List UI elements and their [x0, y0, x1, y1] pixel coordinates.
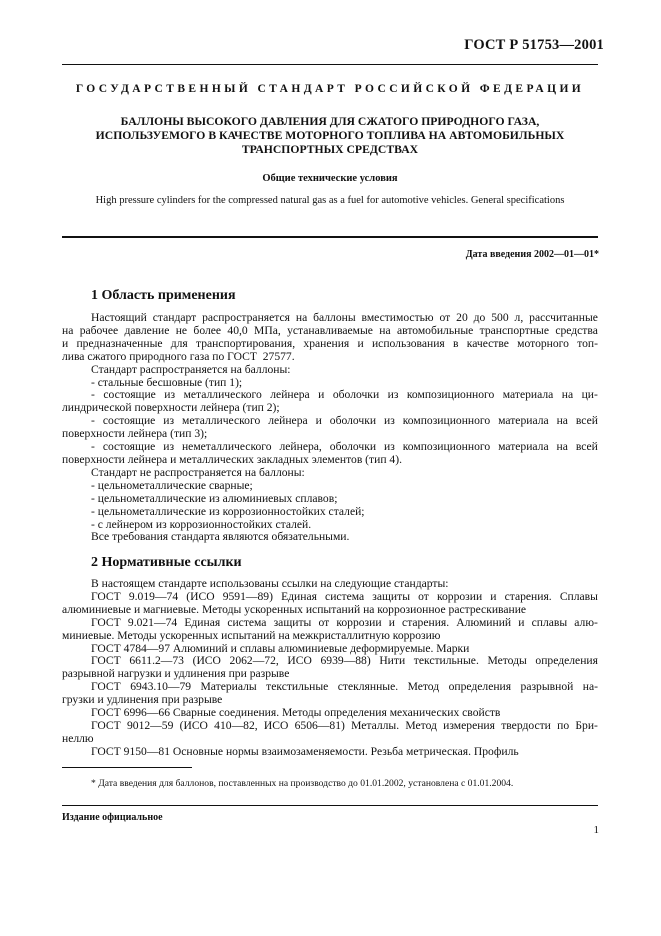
word: средства	[555, 323, 598, 337]
word: коррозии	[436, 589, 483, 603]
word: на	[62, 323, 74, 337]
word: старения.	[402, 615, 450, 629]
word: и	[62, 336, 69, 350]
word: состоящие	[102, 414, 156, 428]
document-code: ГОСТ Р 51753—2001	[464, 37, 604, 53]
word: качестве	[466, 336, 509, 350]
text-line: разрывной нагрузки и удлинения при разрыве	[62, 667, 290, 681]
word: 20	[456, 311, 468, 324]
word: в	[453, 336, 459, 350]
word: 9.021—74	[127, 615, 178, 629]
word: всей	[575, 414, 598, 428]
word: распространяется	[202, 311, 290, 324]
text-line: Стандарт не распространяется на баллоны:	[91, 465, 305, 479]
word: автомобильные	[397, 323, 474, 337]
text-line: - цельнометаллические из коррозионностойких сталей;	[91, 504, 365, 518]
word: транспортирования,	[196, 336, 296, 350]
word: состоящие	[103, 388, 156, 402]
word: неметаллического	[181, 440, 272, 454]
word: моторного	[517, 336, 569, 350]
text-line	[62, 312, 598, 325]
word: ГОСТ	[91, 718, 121, 732]
word: защиты	[273, 615, 312, 629]
word: коррозии	[336, 615, 382, 629]
word: ИСО	[287, 654, 312, 668]
page-number: 1	[593, 824, 599, 836]
word: Нити	[379, 654, 406, 668]
title-line: БАЛЛОНЫ ВЫСОКОГО ДАВЛЕНИЯ ДЛЯ СЖАТОГО ПРИРОДНОГО ГАЗА,	[120, 115, 540, 128]
word: -	[91, 414, 95, 428]
intro-date: Дата введения 2002—01—01*	[465, 249, 599, 260]
word: текстильные	[266, 680, 329, 694]
word: 6939—88)	[320, 654, 371, 668]
section-1-heading: 1 Область применения	[91, 288, 236, 303]
word: текстильные.	[413, 654, 479, 668]
word: 6611.2—73	[129, 654, 184, 668]
text-line: миниевые. Методы ускоренных испытаний на межкристаллитную коррозию	[62, 628, 441, 642]
word: МПа,	[254, 323, 281, 337]
word: Метод	[405, 718, 437, 732]
word: от	[318, 615, 330, 629]
word: ци-	[581, 388, 598, 402]
text-line: линдрической поверхности лейнера (тип 2);	[62, 401, 280, 415]
text-line: поверхности лейнера (тип 3);	[62, 427, 208, 441]
text-line	[62, 720, 598, 733]
word: сплавы	[531, 615, 568, 629]
text-line: - стальные бесшовные (тип 1);	[91, 375, 243, 389]
main-title	[62, 115, 598, 157]
word: ГОСТ	[91, 654, 121, 668]
word: композиционного	[402, 440, 491, 454]
word: по	[557, 718, 570, 732]
text-line: Стандарт распространяется на баллоны:	[91, 362, 291, 376]
text-line: В настоящем стандарте использованы ссылки на следующие стандарты:	[91, 577, 449, 590]
word: (ИСО	[192, 654, 221, 668]
word: композиционного	[402, 414, 491, 428]
edition-label: Издание официальное	[62, 812, 163, 823]
word: на	[556, 440, 568, 454]
word: рассчитанные	[529, 311, 598, 324]
text-line	[62, 338, 598, 351]
word: композиционного	[406, 388, 495, 402]
word: Методы	[487, 654, 527, 668]
word: не	[175, 323, 188, 337]
word: система	[227, 615, 267, 629]
word: оболочки	[329, 440, 377, 454]
word: (ИСО	[186, 589, 215, 603]
word: лейнера	[268, 414, 308, 428]
top-rule	[62, 64, 598, 65]
word: 6506—81)	[294, 718, 345, 732]
word: 9.019—74	[128, 589, 179, 603]
english-title: High pressure cylinders for the compressed natural gas as a fuel for automotive vehicles. General specifications	[95, 195, 565, 206]
word: на	[561, 388, 574, 402]
word: Металлы.	[351, 718, 400, 732]
footer-rule	[62, 805, 598, 806]
word: транспортные	[479, 323, 549, 337]
word: из	[387, 388, 399, 402]
text-line: ГОСТ 9150—81 Основные нормы взаимозаменяемости. Резьба метрическая. Профиль	[91, 744, 519, 758]
word: Алюминий	[456, 615, 512, 629]
word: (ИСО	[179, 718, 208, 732]
word: 500	[491, 311, 509, 324]
word: давление	[124, 323, 170, 337]
word: ГОСТ	[91, 680, 121, 694]
text-line: - цельнометаллические сварные;	[91, 478, 253, 492]
word: на	[295, 311, 308, 324]
text-line: ГОСТ 6996—66 Сварные соединения. Методы определения механических свойств	[91, 706, 501, 720]
word: Единая	[184, 615, 221, 629]
word: использования	[371, 336, 445, 350]
section-1-body	[62, 312, 598, 544]
word: л,	[514, 311, 524, 324]
word: 2062—72,	[229, 654, 279, 668]
word: лейнера,	[279, 440, 322, 454]
word: старения.	[504, 589, 552, 603]
word: ИСО	[263, 718, 289, 732]
word: стандарт	[152, 311, 197, 324]
text-line: алюминиевые и магниевые. Методы ускоренных испытаний на коррозионное растрескивание	[62, 602, 527, 616]
text-line	[62, 617, 598, 630]
word: 6943.10—79	[130, 680, 192, 694]
section-2-heading: 2 Нормативные ссылки	[91, 555, 242, 570]
word: более	[193, 323, 222, 337]
word: и	[518, 615, 525, 629]
word: оболочки	[332, 388, 380, 402]
text-line: ГОСТ 4784—97 Алюминий и сплавы алюминиевые деформируемые. Марки	[91, 641, 470, 655]
word: измерения	[443, 718, 495, 732]
word: рабочее	[79, 323, 119, 337]
word: Настоящий	[91, 311, 147, 324]
title-line: ТРАНСПОРТНЫХ СРЕДСТВАХ	[241, 143, 419, 156]
word: металлического	[182, 414, 261, 428]
word: баллоны	[313, 311, 356, 324]
word: материала	[498, 440, 549, 454]
text-line	[62, 591, 598, 604]
word: 9012—59	[126, 718, 174, 732]
title-rule	[62, 236, 598, 238]
word: твердости	[501, 718, 551, 732]
word: от	[418, 589, 429, 603]
text-line: лива сжатого природного газа по ГОСТ 27577.	[62, 349, 295, 363]
word: из	[163, 440, 175, 454]
word: из	[384, 414, 395, 428]
word: 9591—89)	[222, 589, 273, 603]
word: Сплавы	[559, 589, 598, 603]
word: из	[164, 388, 176, 402]
word: Единая	[281, 589, 317, 603]
word: от	[439, 311, 451, 324]
text-line: Все требования стандарта являются обязательными.	[91, 530, 350, 544]
word: на	[379, 323, 391, 337]
word: Метод	[407, 680, 440, 694]
text-line: грузки и удлинения при разрыве	[62, 693, 223, 707]
word: лейнера	[270, 388, 310, 402]
text-line: поверхности лейнера и металлических закладных элементов (тип 4).	[62, 452, 402, 466]
word: 40,0	[227, 323, 248, 337]
word: состоящие	[102, 440, 156, 454]
word: на-	[582, 680, 598, 694]
word: -	[91, 388, 95, 402]
word: металлического	[183, 388, 262, 402]
word: определения	[448, 680, 512, 694]
word: материала	[502, 388, 554, 402]
word: для	[170, 336, 188, 350]
word: -	[91, 440, 95, 454]
footnote: * Дата введения для баллонов, поставленных на производство до 01.01.2002, установлена с 01.01.2004.	[91, 778, 514, 789]
text-line: - с лейнером из коррозионностойких сталей.	[91, 517, 312, 531]
word: на	[556, 414, 568, 428]
word: из	[163, 414, 175, 428]
word: материала	[498, 414, 549, 428]
word: стеклянные.	[337, 680, 399, 694]
text-line: - цельнометаллические из алюминиевых сплавов;	[91, 491, 338, 505]
word: алю-	[574, 615, 598, 629]
word: до	[473, 311, 486, 324]
word: и	[357, 336, 364, 350]
word: 410—82,	[214, 718, 258, 732]
word: ГОСТ	[91, 589, 121, 603]
word: оболочки	[329, 414, 377, 428]
text-line	[62, 325, 598, 338]
word: система	[325, 589, 365, 603]
word: из	[384, 440, 395, 454]
word: вместимостью	[361, 311, 434, 324]
word: защиты	[372, 589, 410, 603]
title-line: ИСПОЛЬЗУЕМОГО В КАЧЕСТВЕ МОТОРНОГО ТОПЛИВА НА АВТОМОБИЛЬНЫХ	[95, 129, 565, 142]
word: и	[388, 615, 395, 629]
word: предназначенные	[76, 336, 163, 350]
word: Материалы	[200, 680, 257, 694]
gov-title: ГОСУДАРСТВЕННЫЙ СТАНДАРТ РОССИЙСКОЙ ФЕДЕРАЦИИ	[75, 83, 585, 95]
word: устанавливаемые	[287, 323, 373, 337]
word: Бри-	[575, 718, 598, 732]
footnote-rule	[62, 767, 192, 768]
word: хранения	[303, 336, 350, 350]
word: и	[318, 388, 325, 402]
word: топ-	[577, 336, 598, 350]
section-2-body	[62, 578, 598, 759]
subtitle: Общие технические условия	[262, 173, 398, 184]
word: ГОСТ	[91, 615, 121, 629]
word: и	[315, 414, 322, 428]
text-line: неллю	[62, 731, 94, 745]
word: всей	[575, 440, 598, 454]
word: разрывной	[520, 680, 574, 694]
word: и	[490, 589, 497, 603]
word: определения	[535, 654, 598, 668]
